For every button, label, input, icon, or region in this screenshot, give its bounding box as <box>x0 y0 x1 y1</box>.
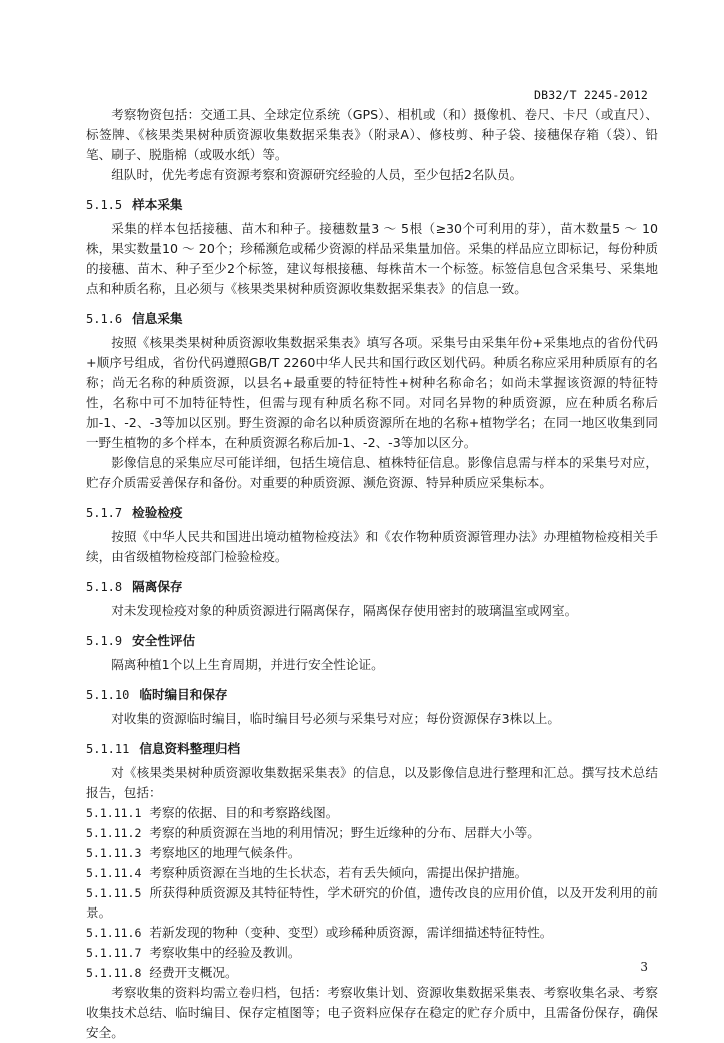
list-item-text: 考察种质资源在当地的生长状态，若有丢失倾向，需提出保护措施。 <box>149 865 528 880</box>
list-item <box>86 803 658 823</box>
section-paragraph: 对未发现检疫对象的种质资源进行隔离保存，隔离保存使用密封的玻璃温室或网室。 <box>111 603 578 618</box>
list-item-text: 若新发现的物种（变种、变型）或珍稀种质资源，需详细描述特征特性。 <box>149 925 553 940</box>
list-item <box>86 963 658 983</box>
list-item-text: 考察收集中的经验及教训。 <box>149 945 301 960</box>
list-item <box>86 943 658 963</box>
list-item-text: 考察的依据、目的和考察路线图。 <box>149 805 339 820</box>
closing-paragraph: 考察收集的资料均需立卷归档，包括：考察收集计划、资源收集数据采集表、考察收集名录、考察收集技术总结、临时编目、保存定植图等；电子资料应保存在稳定的贮存介质中，且需备份保存，确保安全。 <box>86 985 658 1040</box>
section-title: 检验检疫 <box>132 505 183 520</box>
section-number: 5.1.11 <box>86 742 130 756</box>
section-title: 隔离保存 <box>132 579 183 594</box>
section-number: 5.1.5 <box>86 198 123 212</box>
section-title: 安全性评估 <box>132 633 196 648</box>
section-paragraph: 按照《中华人民共和国进出境动植物检疫法》和《农作物种质资源管理办法》办理植物检疫相关手续，由省级植物检疫部门检验检疫。 <box>86 529 658 564</box>
section-paragraph: 按照《核果类果树种质资源收集数据采集表》填写各项。采集号由采集年份+采集地点的省份代码+顺序号组成，省份代码遵照GB/T 2260中华人民共和国行政区划代码。种质名称应采用种质原有的名称；尚无名称的种质资源，以县名+最重要的特征特性+树种名称命名；如尚未掌握该资源的特征特性，名称中可不加特征特性，但需与现有种质名称不同。对同名异物的种质资源，应在种质名称后加-1、-2、-3等加以区别。野生资源的命名以种质资源所在地的名称+植物学名；在同一地区收集到同一野生植物的多个样本，在种质资源名称后加-1、-2、-3等加以区分。 <box>86 335 658 450</box>
list-item-text: 经费开支概况。 <box>149 965 238 980</box>
list-item-number: 5.1.11.3 <box>86 846 142 860</box>
section-title: 临时编目和保存 <box>139 687 228 702</box>
section-paragraph: 采集的样本包括接穗、苗木和种子。接穗数量3 ～ 5根（≥30个可利用的芽），苗木数量5 ～ 10株，果实数量10 ～ 20个；珍稀濒危或稀少资源的样品采集量加倍。采集的样品应立即标记，每份种质的接穗、苗木、种子至少2个标签，建议每根接穗、每株苗木一个标签。标签信息包含采集号、采集地点和种质名称，且必须与《核果类果树种质资源收集数据采集表》的信息一致。 <box>86 221 658 296</box>
section-number: 5.1.6 <box>86 312 123 326</box>
intro-paragraph: 考察物资包括：交通工具、全球定位系统（GPS）、相机或（和）摄像机、卷尺、卡尺（或直尺）、标签牌、《核果类果树种质资源收集数据采集表》（附录A）、修枝剪、种子袋、接穗保存箱（袋）、铅笔、刷子、脱脂棉（或吸水纸）等。 <box>86 107 658 162</box>
list-item-number: 5.1.11.1 <box>86 806 142 820</box>
section-heading <box>86 503 658 523</box>
list-item-text: 所获得种质资源及其特征特性，学术研究的价值，遗传改良的应用价值，以及开发利用的前景。 <box>86 885 658 920</box>
section-paragraph: 对《核果类果树种质资源收集数据采集表》的信息，以及影像信息进行整理和汇总。撰写技术总结报告，包括： <box>86 765 658 800</box>
list-item-number: 5.1.11.7 <box>86 946 142 960</box>
section-paragraph: 对收集的资源临时编目，临时编目号必须与采集号对应；每份资源保存3株以上。 <box>111 711 560 726</box>
list-item-number: 5.1.11.5 <box>86 886 142 900</box>
list-item-number: 5.1.11.8 <box>86 966 142 980</box>
section-heading <box>86 631 658 651</box>
section-heading <box>86 577 658 597</box>
section-heading <box>86 739 658 759</box>
section-number: 5.1.7 <box>86 506 123 520</box>
list-item <box>86 883 658 923</box>
section-paragraph: 影像信息的采集应尽可能详细，包括生境信息、植株特征信息。影像信息需与样本的采集号对应，贮存介质需妥善保存和备份。对重要的种质资源、濒危资源、特异种质应采集标本。 <box>86 455 658 490</box>
section-title: 信息资料整理归档 <box>139 741 241 756</box>
list-item <box>86 843 658 863</box>
section-title: 信息采集 <box>132 311 183 326</box>
section-number: 5.1.9 <box>86 634 123 648</box>
page-number: 3 <box>640 960 648 974</box>
section-number: 5.1.10 <box>86 688 130 702</box>
list-item <box>86 863 658 883</box>
intro-paragraph: 组队时，优先考虑有资源考察和资源研究经验的人员，至少包括2名队员。 <box>111 167 523 182</box>
document-body <box>86 105 658 1043</box>
section-heading <box>86 195 658 215</box>
list-item-number: 5.1.11.2 <box>86 826 142 840</box>
section-title: 样本采集 <box>132 197 183 212</box>
section-paragraph: 隔离种植1个以上生育周期，并进行安全性论证。 <box>111 657 384 672</box>
list-item-number: 5.1.11.4 <box>86 866 142 880</box>
section-heading <box>86 309 658 329</box>
list-item-text: 考察的种质资源在当地的利用情况；野生近缘种的分布、居群大小等。 <box>149 825 540 840</box>
list-item <box>86 923 658 943</box>
list-item-number: 5.1.11.6 <box>86 926 142 940</box>
list-item <box>86 823 658 843</box>
section-number: 5.1.8 <box>86 580 123 594</box>
section-heading <box>86 685 658 705</box>
document-code: DB32/T 2245-2012 <box>534 88 648 102</box>
list-item-text: 考察地区的地理气候条件。 <box>149 845 301 860</box>
